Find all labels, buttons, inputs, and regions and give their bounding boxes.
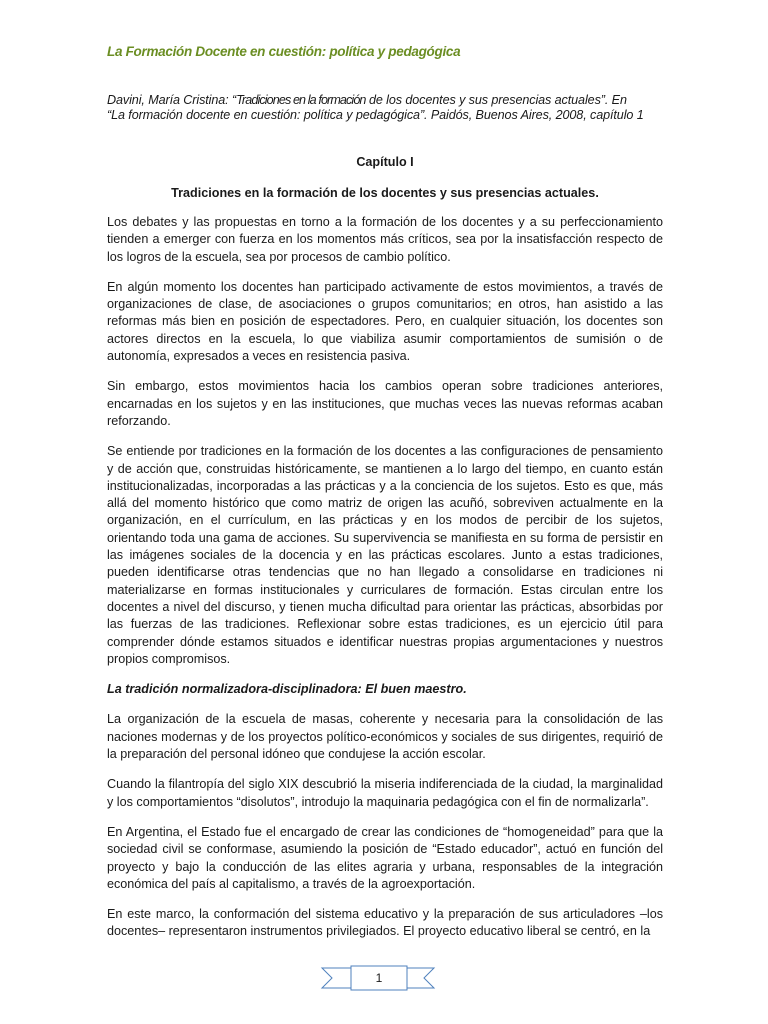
- citation-chapter-title: Tradiciones en la formación: [236, 93, 366, 107]
- paragraph: Los debates y las propuestas en torno a la formación de los docentes y a su perfeccionamiento tienden a emerger con fuerza en los momentos más críticos, sea por la insatisfacción respecto de los logros de la escuela, sea por procesos de cambio político.: [107, 215, 663, 264]
- paragraph: Sin embargo, estos movimientos hacia los cambios operan sobre tradiciones anteriores, encarnadas en los sujetos y en las instituciones, que muchas veces las nuevas reformas acaban reforzando.: [107, 379, 663, 428]
- section-heading: La tradición normalizadora-disciplinadora: El buen maestro.: [107, 682, 467, 697]
- document-body: [107, 214, 663, 954]
- paragraph: En Argentina, el Estado fue el encargado de crear las condiciones de “homogeneidad” para que la sociedad civil se conformase, asumiendo la posición de “Estado educador”, actuó en función del proyecto y bajo la conducción de las elites agraria y urbana, responsables de la integración económica del país al capitalismo, a través de la agroexportación.: [107, 824, 663, 891]
- paragraph: Cuando la filantropía del siglo XIX descubrió la miseria indiferenciada de la ciudad, la marginalidad y los comportamientos “disolutos”, introdujo la maquinaria pedagógica con el fin de normalizarla”.: [107, 777, 663, 809]
- page-number: 1: [375, 971, 383, 985]
- paragraph: En este marco, la conformación del sistema educativo y la preparación de sus articuladores –los docentes– representaron instrumentos privilegiados. El proyecto educativo liberal se centró, en la: [107, 907, 663, 939]
- citation-line2: “La formación docente en cuestión: política y pedagógica”. Paidós, Buenos Aires, 2008, capítulo 1: [107, 108, 644, 122]
- running-header: La Formación Docente en cuestión: política y pedagógica: [107, 44, 461, 59]
- paragraph: Se entiende por tradiciones en la formación de los docentes a las configuraciones de pensamiento y de acción que, construidas históricamente, se mantienen a lo largo del tiempo, en cuanto están institucionalizadas, incorporadas a las prácticas y a la conciencia de los sujetos. Esto es que, más allá del momento histórico que como matriz de origen las acuñó, sobreviven actualmente en la organización, en el currículum, en las prácticas y en los modos de percibir de los sujetos, orientando toda una gama de acciones. Su supervivencia se manifiesta en su forma de persistir en las imágenes sociales de la docencia y en las prácticas escolares. Junto a estas tradiciones, pueden identificarse otras tendencias que no han llegado a consolidarse en tradiciones ni materializarse en formas institucionales y curriculares de formación. Estas circulan entre los docentes a nivel del discurso, y tienen mucha dificultad para orientar las prácticas, absorbidas por las fuerzas de las tradiciones. Reflexionar sobre estas tradiciones, es un ejercicio útil para comprender dónde estamos situados e identificar nuestras propias argumentaciones y nuestros propios compromisos.: [107, 444, 663, 666]
- page-footer: [318, 958, 438, 998]
- chapter-title: Tradiciones en la formación de los docentes y sus presencias actuales.: [171, 186, 599, 200]
- paragraph: En algún momento los docentes han participado activamente de estos movimientos, a través de organizaciones de clase, de asociaciones o grupos comunitarios; en otros, han asistido a las reformas más bien en posición de espectadores. Pero, en cualquier situación, los docentes son actores directos en la escuela, lo que viabiliza asumir comportamientos de sumisión o de autonomía, expresados a veces en resistencia pasiva.: [107, 279, 663, 364]
- citation-rest-line1: de los docentes y sus presencias actuales”. En: [365, 93, 627, 107]
- bibliographic-citation: [107, 93, 667, 123]
- chapter-label: Capítulo I: [356, 155, 414, 169]
- paragraph: La organización de la escuela de masas, coherente y necesaria para la consolidación de las naciones modernas y de los proyectos político-económicos y sociales de sus dirigentes, requirió de la preparación del personal idóneo que condujese la acción escolar.: [107, 712, 663, 762]
- citation-author: Davini, María Cristina: “: [107, 93, 237, 107]
